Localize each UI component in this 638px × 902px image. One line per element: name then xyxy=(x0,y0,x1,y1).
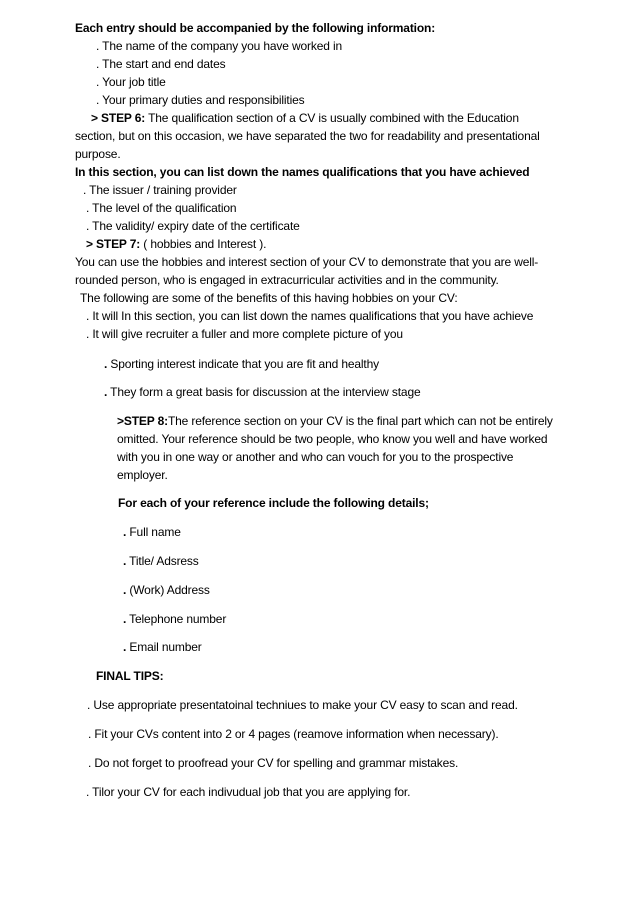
bullet: . xyxy=(104,385,108,399)
entry-info-item-dates: . The start and end dates xyxy=(96,57,226,71)
step7-para-line1: You can use the hobbies and interest section of your CV to demonstrate that you are well- xyxy=(75,255,539,269)
bullet: . xyxy=(123,612,127,626)
step7-line1 xyxy=(86,237,266,251)
final-tip-4: . Tilor your CV for each indivudual job that you are applying for. xyxy=(86,785,411,799)
step8-line1 xyxy=(117,414,553,428)
benefit-item-1: . It will In this section, you can list down the names qualifications that you have achieve xyxy=(86,309,534,323)
step6-line3: purpose. xyxy=(75,147,121,161)
bullet: . xyxy=(123,525,127,539)
step6-line2: section, but on this occasion, we have separated the two for readability and presentational xyxy=(75,129,540,143)
step7-text: ( hobbies and Interest ). xyxy=(140,237,267,251)
reference-item-full-name: . Full name xyxy=(123,525,181,539)
benefits-intro: The following are some of the benefits of this having hobbies on your CV: xyxy=(80,291,458,305)
final-tip-1: . Use appropriate presentatoinal techniues to make your CV easy to scan and read. xyxy=(87,698,518,712)
qualification-item-validity: . The validity/ expiry date of the certificate xyxy=(86,219,300,233)
step7-label: > STEP 7: xyxy=(86,237,141,251)
reference-item-email: . Email number xyxy=(123,640,202,654)
bullet: . xyxy=(123,640,127,654)
qualification-item-level: . The level of the qualification xyxy=(86,201,237,215)
step6-text: The qualification section of a CV is usually combined with the Education xyxy=(145,111,519,125)
step8-line2: omitted. Your reference should be two people, who know you well and have worked xyxy=(117,432,548,446)
entry-info-heading: Each entry should be accompanied by the following information: xyxy=(75,21,436,35)
entry-info-item-job-title: . Your job title xyxy=(96,75,166,89)
qualification-item-issuer: . The issuer / training provider xyxy=(83,183,237,197)
reference-item-title: . Title/ Adsress xyxy=(123,554,199,568)
final-tips-heading: FINAL TIPS: xyxy=(96,669,164,683)
step6-line1 xyxy=(91,111,519,125)
bullet: . xyxy=(123,583,127,597)
benefit-item-2: . It will give recruiter a fuller and more complete picture of you xyxy=(86,327,403,341)
entry-info-item-company: . The name of the company you have worked in xyxy=(96,39,342,53)
bullet: . xyxy=(123,554,127,568)
step7-para-line2: rounded person, who is engaged in extracurricular activities and in the community. xyxy=(75,273,499,287)
qualifications-heading: In this section, you can list down the names qualifications that you have achieved xyxy=(75,165,530,179)
final-tip-2: . Fit your CVs content into 2 or 4 pages (reamove information when necessary). xyxy=(88,727,499,741)
reference-heading: For each of your reference include the following details; xyxy=(118,496,429,510)
benefit-item-3: . Sporting interest indicate that you are fit and healthy xyxy=(104,357,379,371)
benefit-item-4: . They form a great basis for discussion at the interview stage xyxy=(104,385,421,399)
entry-info-item-duties: . Your primary duties and responsibilities xyxy=(96,93,305,107)
step8-text: The reference section on your CV is the final part which can not be entirely xyxy=(167,414,553,428)
step8-line4: employer. xyxy=(117,468,168,482)
reference-item-telephone: . Telephone number xyxy=(123,612,227,626)
step8-label: >STEP 8: xyxy=(117,414,168,428)
bullet: . xyxy=(104,357,108,371)
final-tip-3: . Do not forget to proofread your CV for spelling and grammar mistakes. xyxy=(88,756,459,770)
step8-line3: with you in one way or another and who can vouch for you to the prospective xyxy=(117,450,514,464)
reference-item-address: . (Work) Address xyxy=(123,583,210,597)
step6-label: > STEP 6: xyxy=(91,111,146,125)
